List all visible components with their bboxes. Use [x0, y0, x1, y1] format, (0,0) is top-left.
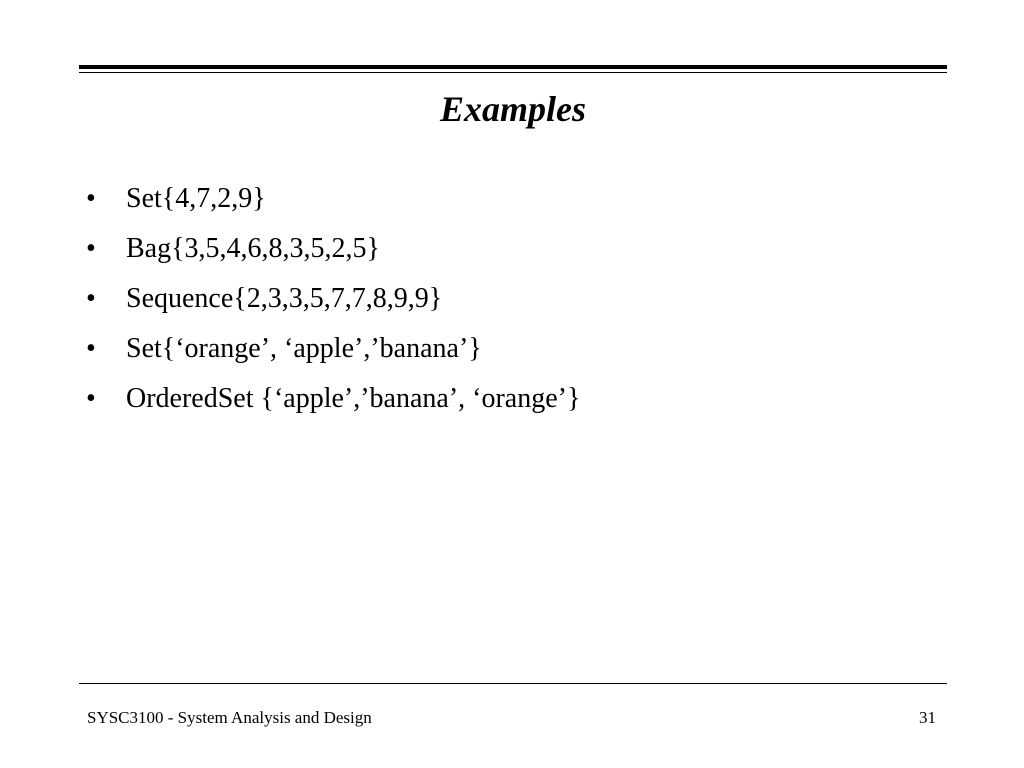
bullet-item-sequence: [86, 274, 580, 324]
header-rule-thin: [79, 72, 947, 73]
bullet-item-set-strings: [86, 324, 580, 374]
bullet-marker: •: [86, 183, 96, 214]
bullet-text: Bag{3,5,4,6,8,3,5,2,5}: [126, 233, 380, 264]
bullet-marker: •: [86, 283, 96, 314]
footer-rule: [79, 683, 947, 684]
bullet-marker: •: [86, 383, 96, 414]
bullet-text: Sequence{2,3,3,5,7,7,8,9,9}: [126, 283, 443, 314]
footer-course-title: SYSC3100 - System Analysis and Design: [87, 708, 372, 727]
bullet-marker: •: [86, 333, 96, 364]
bullet-text: Set{4,7,2,9}: [126, 183, 266, 214]
bullet-text: OrderedSet {‘apple’,’banana’, ‘orange’}: [126, 383, 581, 414]
page-number: 31: [919, 708, 936, 727]
bullet-item-set-numbers: [86, 174, 580, 224]
slide-title: Examples: [439, 89, 586, 129]
bullet-item-ordered-set: [86, 374, 580, 424]
bullet-marker: •: [86, 233, 96, 264]
header-rule-thick: [79, 65, 947, 69]
bullet-list: [86, 174, 580, 424]
bullet-text: Set{‘orange’, ‘apple’,’banana’}: [126, 333, 482, 364]
bullet-item-bag: [86, 224, 580, 274]
